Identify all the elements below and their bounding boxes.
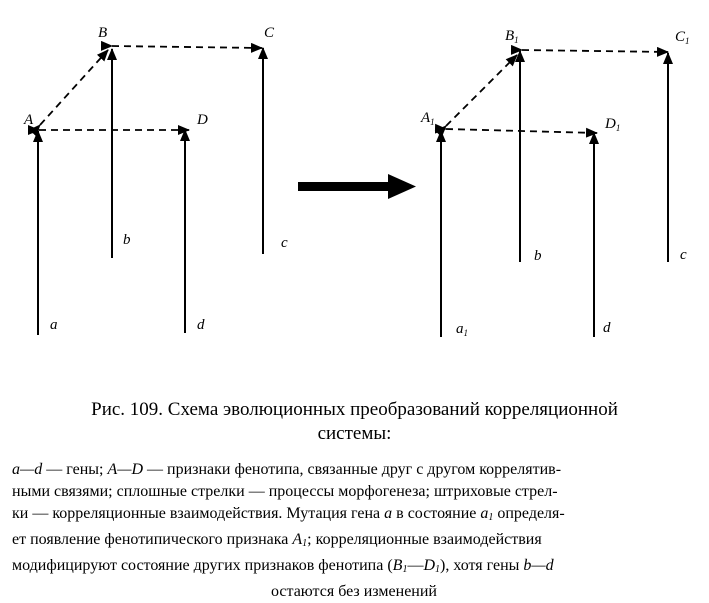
correlation-arrow-B-C [112,46,262,48]
trait-label-A1: $A_1$ [421,110,435,127]
caption-line-1: Рис. 109. Схема эволюционных преобразований корреляционной [91,399,618,420]
evolution-transition-arrow [298,174,416,199]
legend-line-5: модифицируют состояние других признаков фенотипа $(B_1—D_1)$, хотя гены b—d [12,557,554,575]
legend-line-1: a—d — гены; A—D — признаки фенотипа, связанные друг с другом коррелятив- [12,461,562,478]
trait-label-A: A [24,112,34,128]
gene-label-c: c [281,235,288,251]
correlation-arrow-A1-B1 [446,55,517,126]
figure-caption [0,398,709,446]
figure-legend [12,459,696,603]
gene-label-b: b [534,248,542,264]
correlation-arrow-B1-C1 [522,50,668,52]
gene-label-a1: $a_1$ [456,321,468,338]
correlation-arrow-A-B [40,50,108,125]
caption-line-2: системы: [317,423,392,444]
trait-label-C1: $C_1$ [675,29,690,46]
legend-line-4: ет появление фенотипического признака $A_1$; корреляционные взаимодействия [12,531,542,549]
trait-label-D: D [197,112,208,128]
gene-label-c: c [680,247,687,263]
initial-system [23,25,288,335]
gene-label-a: a [50,317,58,333]
gene-label-b: b [123,232,131,248]
legend-line-6: остаются без изменений [271,583,437,600]
transformed-system [420,28,690,338]
trait-label-D1: $D_1$ [605,116,621,133]
gene-label-d: d [197,317,205,333]
trait-label-B: B [98,25,108,41]
legend-line-3: ки — корреляционные взаимодействия. Мутация гена a в состояние $a_1$ определя- [12,505,565,523]
gene-label-d: d [603,320,611,336]
correlation-arrow-A1-D1 [446,129,597,133]
legend-line-2: ными связями; сплошные стрелки — процессы морфогенеза; штриховые стрел- [12,483,558,500]
trait-label-C: C [264,25,275,41]
trait-label-B1: $B_1$ [505,28,519,45]
